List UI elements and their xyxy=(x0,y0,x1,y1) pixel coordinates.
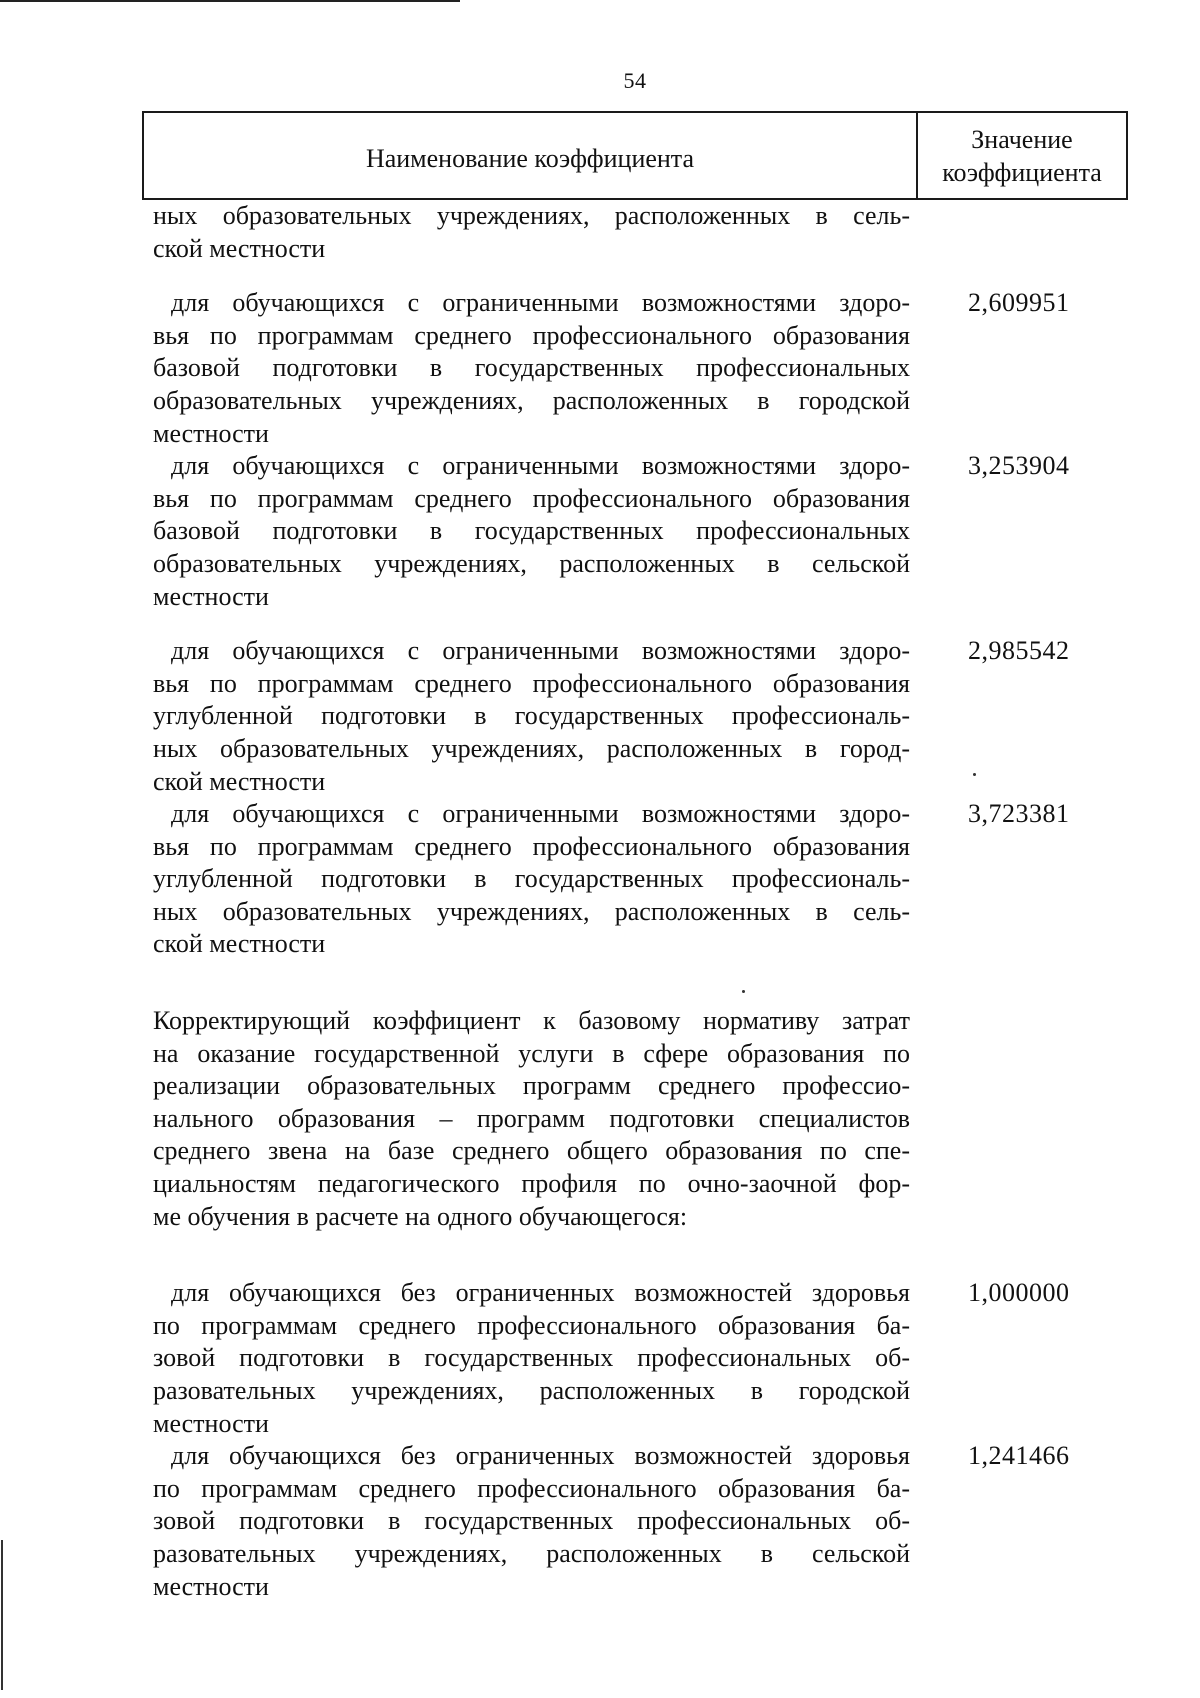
text-line: по программам среднего профессионального образования ба- xyxy=(153,1310,910,1340)
text-line: вья по программам среднего профессионального образования xyxy=(153,320,910,350)
table-header xyxy=(142,111,1128,200)
text-line: циальностям педагогического профиля по очно-заочной фор- xyxy=(153,1169,910,1199)
text-line: среднего звена на базе среднего общего образования по спе- xyxy=(153,1136,910,1166)
row-description xyxy=(153,200,910,265)
table-row xyxy=(153,200,1153,265)
table-row xyxy=(153,1005,1153,1233)
text-line: разовательных учреждениях, расположенных в сельской xyxy=(153,1538,910,1568)
scan-edge-top xyxy=(0,0,460,2)
text-line: разовательных учреждениях, расположенных в городской xyxy=(153,1376,910,1405)
scan-speck xyxy=(742,990,745,993)
header-value-line2: коэффициента xyxy=(942,157,1102,187)
row-description xyxy=(153,287,910,450)
row-value: 2,609951 xyxy=(968,288,1070,318)
text-line: для обучающихся без ограниченных возможностей здоровья xyxy=(171,1278,910,1308)
scan-speck xyxy=(973,773,976,776)
text-line: для обучающихся с ограниченными возможностями здоро- xyxy=(171,799,910,829)
header-value-line1: Значение xyxy=(971,124,1073,154)
scan-edge-left xyxy=(1,1540,3,1690)
header-value-column xyxy=(918,113,1126,198)
text-line: местности xyxy=(153,1408,269,1438)
text-line: базовой подготовки в государственных профессиональных xyxy=(153,353,910,383)
text-line: нального образования – программ подготовки специалистов xyxy=(153,1103,910,1133)
text-line: ской местности xyxy=(153,766,326,796)
text-line: для обучающихся с ограниченными возможностями здоро- xyxy=(171,451,910,481)
row-value: 1,241466 xyxy=(968,1441,1070,1471)
text-line: реализации образовательных программ среднего профессио- xyxy=(153,1071,910,1101)
row-value: 3,723381 xyxy=(968,799,1070,829)
text-line: местности xyxy=(153,1571,269,1601)
text-line: вья по программам среднего профессионального образования xyxy=(153,668,910,698)
text-line: углубленной подготовки в государственных профессиональ- xyxy=(153,864,910,894)
text-line: образовательных учреждениях, расположенных в сельской xyxy=(153,548,910,578)
text-line: образовательных учреждениях, расположенных в городской xyxy=(153,385,910,415)
header-name-column: Наименование коэффициента xyxy=(144,113,918,198)
table-row xyxy=(153,450,1153,613)
text-line: по программам среднего профессионального образования ба- xyxy=(153,1473,910,1503)
text-line: местности xyxy=(153,581,269,611)
text-line: ской местности xyxy=(153,929,326,959)
text-line: для обучающихся с ограниченными возможностями здоро- xyxy=(171,636,910,666)
text-line: базовой подготовки в государственных профессиональных xyxy=(153,516,910,546)
table-row xyxy=(153,1277,1153,1440)
text-line: зовой подготовки в государственных профессиональных об- xyxy=(153,1506,910,1536)
row-description xyxy=(153,1440,910,1603)
text-line: ской местности xyxy=(153,233,326,263)
text-line: ме обучения в расчете на одного обучающегося: xyxy=(153,1201,688,1231)
text-line: вья по программам среднего профессионального образования xyxy=(153,483,910,513)
row-description xyxy=(153,798,910,961)
page-number: 54 xyxy=(623,68,647,93)
section-heading-description xyxy=(153,1005,910,1233)
text-line: углубленной подготовки в государственных профессиональ- xyxy=(153,701,910,731)
row-value: 2,985542 xyxy=(968,636,1070,666)
text-line: для обучающихся с ограниченными возможностями здоро- xyxy=(171,288,910,318)
table-row xyxy=(153,1440,1153,1603)
text-line: Корректирующий коэффициент к базовому нормативу затрат xyxy=(153,1006,910,1036)
row-value: 1,000000 xyxy=(968,1278,1070,1308)
text-line: на оказание государственной услуги в сфере образования по xyxy=(153,1038,910,1068)
coefficient-table-body xyxy=(153,200,1153,1603)
text-line: зовой подготовки в государственных профессиональных об- xyxy=(153,1343,910,1373)
text-line: местности xyxy=(153,418,269,448)
table-row xyxy=(153,635,1153,798)
text-line: ных образовательных учреждениях, расположенных в город- xyxy=(153,733,910,763)
text-line: ных образовательных учреждениях, расположенных в сель- xyxy=(153,896,910,926)
text-line: ных образовательных учреждениях, расположенных в сель- xyxy=(153,201,910,230)
row-description xyxy=(153,635,910,798)
row-description xyxy=(153,450,910,613)
row-value: 3,253904 xyxy=(968,451,1070,481)
table-row xyxy=(153,287,1153,450)
table-row xyxy=(153,798,1153,961)
text-line: вья по программам среднего профессионального образования xyxy=(153,831,910,861)
row-description xyxy=(153,1277,910,1440)
text-line: для обучающихся без ограниченных возможностей здоровья xyxy=(171,1441,910,1471)
